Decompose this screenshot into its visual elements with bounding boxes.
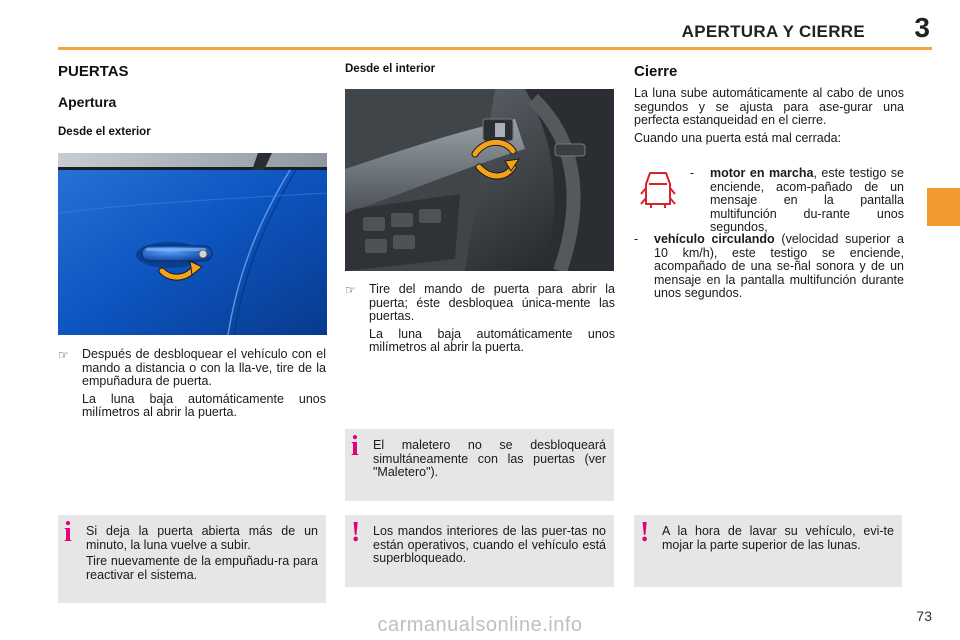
interior-instruction-text: Tire del mando de puerta para abrir la puerta; éste desbloquea única-mente las puertas.: [369, 282, 615, 323]
cierre-paragraph-1: La luna sube automáticamente al cabo de unos segundos y se ajusta para ase-gurar una perfecta estanqueidad en el cierre.: [634, 86, 904, 127]
watermark: carmanualsonline.info: [377, 614, 583, 636]
warning-note-superlock: [345, 515, 614, 587]
warning-note-superlock-text: Los mandos interiores de las puer-tas no están operativos, cuando el vehículo está superbloqueado.: [373, 524, 606, 565]
hand-pointer-icon: ☞: [345, 283, 356, 297]
chapter-tab[interactable]: [927, 188, 960, 226]
page-header-title: APERTURA Y CIERRE: [681, 22, 865, 41]
interior-instruction: [345, 283, 615, 359]
info-icon: i: [64, 517, 72, 548]
cierre-paragraph-2: Cuando una puerta está mal cerrada:: [634, 130, 842, 145]
vehiculo-circulando-item: - vehículo circulando (velocidad superior a 10 km/h), este testigo se enciende, acompañado de una se-ñal sonora y de un mensaje en la pantalla multifunción durante unos segundos.: [634, 232, 904, 300]
info-note-window-text-1: Si deja la puerta abierta más de un minuto, la luna vuelve a subir.: [86, 524, 318, 552]
info-note-window: [58, 515, 326, 603]
exterior-instruction-text: Después de desbloquear el vehículo con el mando a distancia o con la lla-ve, tire de la empuñadura de puerta.: [82, 347, 326, 388]
info-icon: i: [351, 431, 359, 462]
subsection-title: Apertura: [58, 94, 117, 110]
cierre-text: [634, 87, 904, 145]
section-title: PUERTAS: [58, 63, 129, 80]
vehiculo-circulando-text: (velocidad superior a 10 km/h), este testigo se enciende, acompañado de una se-ñal sonora y de un mensaje en la pantalla multifunción durante unos segundos.: [654, 232, 904, 300]
cierre-title: Cierre: [634, 63, 678, 80]
page-number: 73: [916, 608, 932, 624]
warning-note-washing-text: A la hora de lavar su vehículo, evi-te mojar la parte superior de las lunas.: [662, 524, 894, 552]
vehiculo-circulando-label: vehículo circulando: [654, 232, 775, 246]
chapter-number: 3: [914, 12, 930, 43]
exterior-instruction: [58, 348, 326, 424]
warning-icon: !: [351, 517, 361, 548]
hand-pointer-icon: ☞: [58, 348, 69, 362]
info-note-maletero: [345, 429, 614, 501]
exterior-instruction-note: La luna baja automáticamente unos milímetros al abrir la puerta.: [82, 391, 326, 419]
warning-note-washing: [634, 515, 902, 587]
subheading-exterior: Desde el exterior: [58, 126, 151, 138]
interior-instruction-note: La luna baja automáticamente unos milímetros al abrir la puerta.: [369, 326, 615, 354]
info-note-window-text-2: Tire nuevamente de la empuñadu-ra para reactivar el sistema.: [86, 554, 318, 582]
motor-en-marcha-item: - motor en marcha, este testigo se enciende, acom-pañado de un mensaje en la pantalla multifunción du-rante unos segundos,: [690, 166, 904, 234]
subheading-interior: Desde el interior: [345, 63, 436, 75]
door-open-warning-icon: [640, 170, 676, 210]
warning-icon: !: [640, 517, 650, 548]
exterior-door-photo: [58, 153, 327, 335]
motor-en-marcha-label: motor en marcha: [710, 166, 814, 180]
interior-door-photo: [345, 89, 614, 271]
header-rule: [58, 47, 932, 50]
motor-en-marcha-text: , este testigo se enciende, acom-pañado de un mensaje en la pantalla multifunción du-rante unos segundos,: [710, 166, 904, 234]
info-note-maletero-text: El maletero no se desbloqueará simultáneamente con las puertas (ver "Maletero").: [373, 438, 606, 479]
